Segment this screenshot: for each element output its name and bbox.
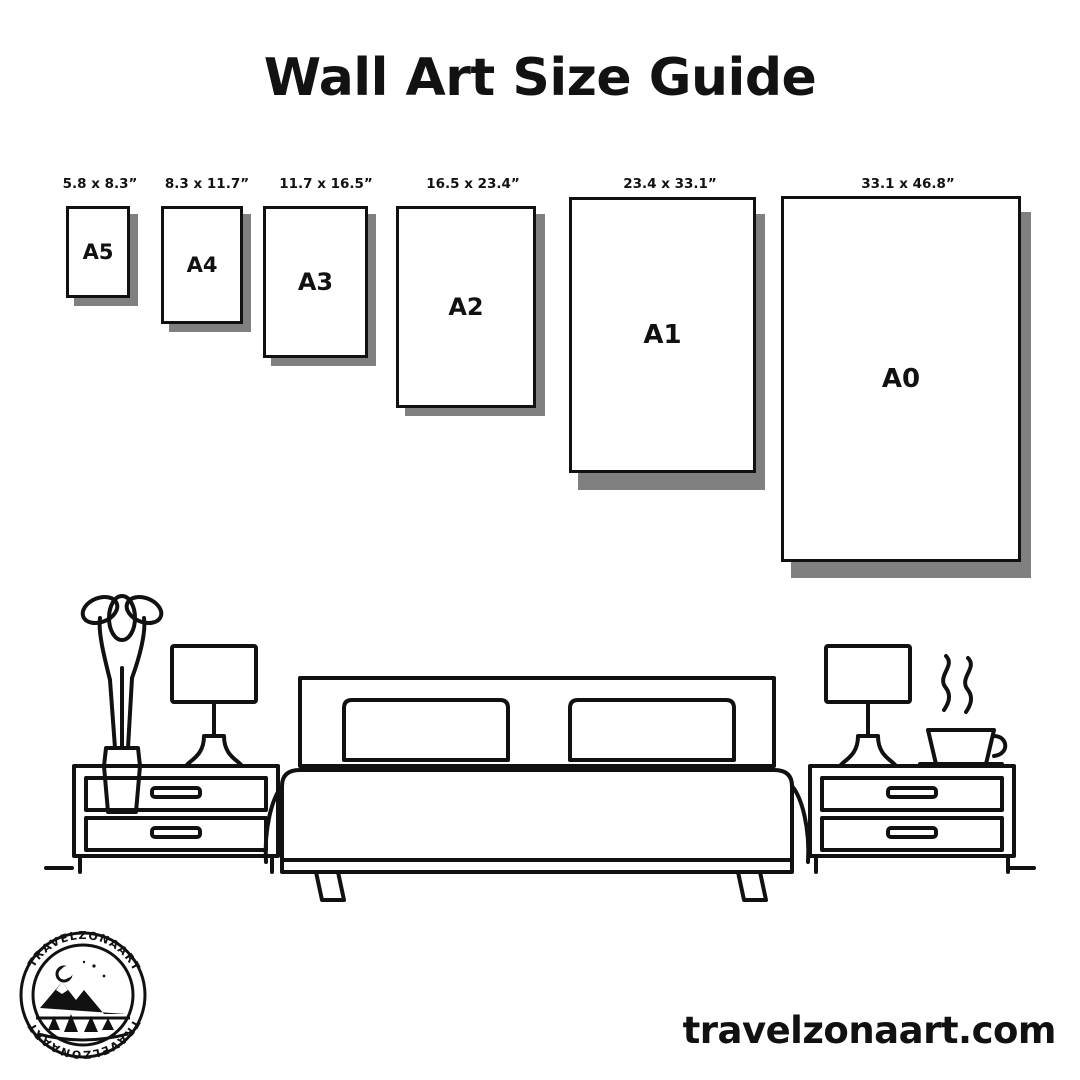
table-lamp-right	[826, 646, 910, 766]
size-dimensions-a1: 23.4 x 33.1”	[623, 176, 717, 192]
size-dimensions-a5: 5.8 x 8.3”	[62, 176, 138, 192]
frame-label-a1: A1	[643, 320, 682, 350]
frame-a5	[66, 206, 130, 298]
frame-label-a3: A3	[297, 268, 334, 296]
frame-a1	[569, 197, 756, 473]
table-lamp-left	[172, 646, 256, 766]
frame-label-a5: A5	[82, 240, 114, 264]
frame-a2	[396, 206, 536, 408]
size-dimensions-a3: 11.7 x 16.5”	[279, 176, 373, 192]
size-dimensions-a0: 33.1 x 46.8”	[861, 176, 955, 192]
nightstand-right	[810, 766, 1014, 872]
frame-label-a2: A2	[448, 293, 484, 321]
size-dimensions-a2: 16.5 x 23.4”	[426, 176, 520, 192]
logo-text-top: TRAVELZONAART	[25, 930, 144, 974]
bedroom-illustration	[0, 560, 1080, 920]
frame-a0	[781, 196, 1021, 562]
size-dimensions-a4: 8.3 x 11.7”	[164, 176, 250, 192]
page-title: Wall Art Size Guide	[263, 48, 817, 108]
website-url: travelzonaart.com	[682, 1009, 1056, 1052]
frame-a3	[263, 206, 368, 358]
frame-label-a0: A0	[881, 364, 921, 394]
coffee-cup	[920, 656, 1005, 764]
frame-a4	[161, 206, 243, 324]
frame-label-a4: A4	[186, 253, 218, 277]
logo-text-bottom: TRAVELZONAART	[24, 1017, 143, 1060]
brand-logo	[18, 930, 148, 1060]
bed	[266, 678, 809, 900]
